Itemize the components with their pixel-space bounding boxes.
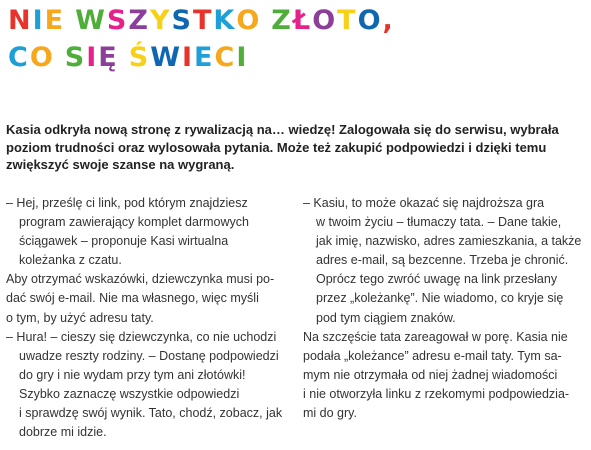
text-line: przez „koleżankę”. Nie wiadomo, co kryje się	[316, 291, 564, 306]
left-column	[6, 194, 283, 442]
title-line-1: NIE WSZYSTKO ZŁOTO,	[8, 5, 395, 36]
text-line: jak imię, nazwisko, adres zamieszkania, a także	[316, 234, 582, 249]
text-line: dać swój e-mail. Nie ma własnego, więc myśli	[6, 291, 259, 306]
text-line: i sprawdzę swój wynik. Tato, chodź, zobacz, jak	[19, 406, 283, 421]
intro-line: zwiększyć swoje szanse na wygraną.	[6, 157, 235, 172]
text-line: mi do gry.	[303, 406, 357, 421]
text-line: adres e-mail, są bezcenne. Trzeba je chronić.	[316, 253, 569, 268]
right-column	[303, 194, 585, 423]
intro-line: poziom trudności oraz wylosowała pytania. Może też zakupić podpowiedzi i dzięki temu	[6, 139, 547, 155]
text-line: pod tym ciągiem znaków.	[316, 310, 456, 325]
intro-line: Kasia odkryła nową stronę z rywalizacją na… wiedzę! Zalogowała się do serwisu, wybrała	[6, 122, 559, 137]
text-line: dobrze mi idzie.	[19, 425, 107, 440]
text-line: – Hura! – cieszy się dziewczynka, co nie uchodzi	[6, 329, 277, 344]
title-line-2: CO SIĘ ŚWIECI	[8, 42, 249, 73]
text-line: o tym, by użyć adresu taty.	[6, 310, 154, 325]
text-line: podała „koleżance” adresu e-mail taty. Tym sa-	[303, 348, 562, 363]
text-line: mym nie otrzymała od niej żadnej wiadomości	[303, 367, 558, 382]
text-line: w twoim życiu – tłumaczy tata. – Dane takie,	[316, 215, 562, 230]
page-title	[8, 2, 395, 76]
text-line: program zawierający komplet darmowych	[19, 215, 249, 230]
text-line: do gry i nie wydam przy tym ani złotówki!	[19, 367, 246, 382]
text-line: ściągawek – proponuje Kasi wirtualna	[19, 234, 229, 249]
text-line: koleżanka z czatu.	[19, 253, 122, 268]
text-line: – Kasiu, to może okazać się najdroższa gra	[303, 196, 545, 210]
text-line: Oprócz tego zwróć uwagę na link przesłany	[316, 272, 558, 287]
text-line: i nie otworzyła linku z rzekomymi podpowiedzia-	[303, 386, 570, 401]
text-line: Szybko zaznaczę wszystkie odpowiedzi	[19, 386, 240, 401]
text-line: Na szczęście tata zareagował w porę. Kasia nie	[303, 329, 568, 344]
text-line: – Hej, prześlę ci link, pod którym znajdziesz	[6, 196, 248, 210]
intro-paragraph	[6, 121, 581, 174]
text-line: uwadze reszty rodziny. – Dostanę podpowiedzi	[19, 348, 279, 363]
text-line: Aby otrzymać wskazówki, dziewczynka musi po-	[6, 272, 275, 287]
